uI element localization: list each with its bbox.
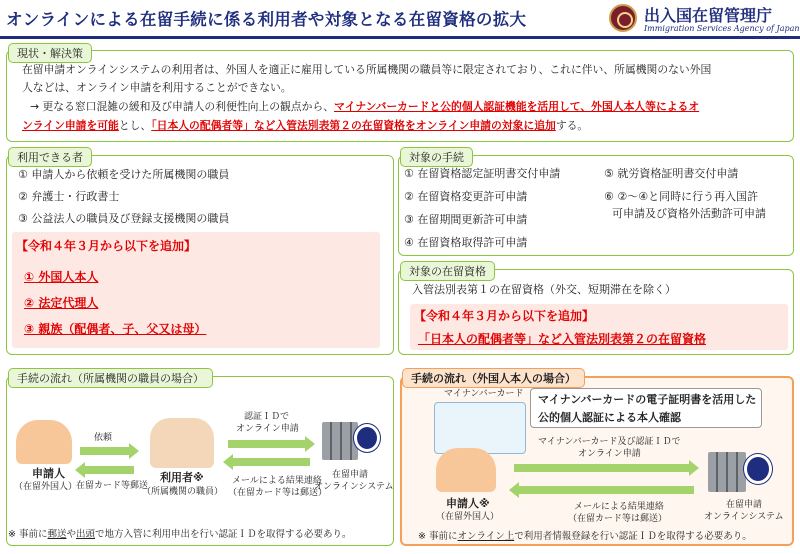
flow-self-auth-2: オンライン申請 <box>578 449 641 459</box>
flow-self-note-online: オンライン上 <box>457 531 515 542</box>
flow-org-mail-1: メールによる結果連絡 <box>232 476 322 486</box>
family-illustration-icon-2 <box>436 448 496 492</box>
status-line-4-highlight: ンライン申請を可能 <box>22 119 119 132</box>
procedure-1: ① 在留資格認定証明書交付申請 <box>404 167 561 180</box>
flow-self-note <box>418 528 752 542</box>
flow-org-user: 利用者※ <box>160 471 204 484</box>
flow-org-note <box>8 526 352 540</box>
flow-org-applicant: 申請人 <box>32 467 65 480</box>
self-mail-result-arrow-icon <box>518 486 694 494</box>
family-illustration-icon <box>16 420 72 464</box>
agency-english-name: Immigration Services Agency of Japan <box>644 24 800 33</box>
status-line-1: 在留申請オンラインシステムの利用者は、外国人を適正に雇用している所属機関の職員等に限定されており、これに伴い、所属機関のない外国 <box>22 63 712 76</box>
status-tab: 現状・解決策 <box>8 43 92 63</box>
status-line-3-highlight: マイナンバーカードと公的個人認証機能を活用して、外国人本人等によるオ <box>334 100 700 113</box>
flow-org-system-2: オンラインシステム <box>314 482 394 492</box>
header-divider <box>0 36 800 39</box>
self-online-apply-arrow-icon <box>514 464 690 472</box>
mascot-icon-2 <box>744 454 772 484</box>
flow-self-callout-1: マイナンバーカードの電子証明書を活用した <box>538 393 757 406</box>
procedure-5: ⑤ 就労資格証明書交付申請 <box>604 167 739 180</box>
users-item-2: ② 弁護士・行政書士 <box>18 190 120 203</box>
users-added-heading: 【令和４年３月から以下を追加】 <box>16 239 197 253</box>
flow-self-system-1: 在留申請 <box>726 500 763 510</box>
mascot-icon <box>354 424 380 452</box>
status-types-tab: 対象の在留資格 <box>400 261 495 281</box>
procedures-tab: 対象の手続 <box>400 147 473 167</box>
card-send-arrow-icon <box>84 466 134 474</box>
status-line-4-mid: とし、 <box>118 119 152 132</box>
users-item-3: ③ 公益法人の職員及び登録支援機関の職員 <box>18 212 230 225</box>
flow-org-note-lead: ※ 事前に <box>8 529 48 540</box>
server-icon-2 <box>708 452 746 492</box>
flow-org-tab: 手続の流れ（所属機関の職員の場合） <box>8 368 213 388</box>
status-line-4-end: する。 <box>555 119 589 132</box>
flow-org-applicant-sub: （在留外国人） <box>14 482 78 492</box>
flow-self-system-2: オンラインシステム <box>704 512 784 522</box>
flow-self-note-lead: ※ 事前に <box>418 531 458 542</box>
mail-result-arrow-icon <box>232 458 310 466</box>
procedure-6-line-1: ⑥ ②～④と同時に行う再入国許 <box>604 190 759 203</box>
procedure-4: ④ 在留資格取得許可申請 <box>404 236 528 249</box>
status-line-3 <box>30 99 699 114</box>
status-line-3-lead: → 更なる窓口混雑の緩和及び申請人の利便性向上の観点から、 <box>30 100 334 113</box>
flow-org-mail-2: （在留カード等は郵送） <box>228 488 328 498</box>
users-added-3: ③ 親族（配偶者、子、父又は母） <box>24 322 207 336</box>
users-added-2: ② 法定代理人 <box>24 296 99 310</box>
flow-org-card-send: 在留カード等郵送 <box>76 481 149 491</box>
request-arrow-icon <box>80 447 130 455</box>
flow-self-tab: 手続の流れ（外国人本人の場合） <box>402 368 585 388</box>
procedure-3: ③ 在留期間更新許可申請 <box>404 213 528 226</box>
flow-self-callout-2: 公的個人認証による本人確認 <box>538 411 681 424</box>
procedure-2: ② 在留資格変更許可申請 <box>404 190 528 203</box>
flow-org-note-mid: や <box>66 529 77 540</box>
flow-self-applicant: 申請人※ <box>446 497 490 510</box>
flow-org-system-1: 在留申請 <box>332 470 369 480</box>
flow-org-request: 依頼 <box>94 433 113 443</box>
flow-org-note-visit: 出頭 <box>76 529 96 540</box>
online-apply-arrow-icon <box>228 440 306 448</box>
status-line-2: 人などは、オンライン申請を利用することができない。 <box>22 81 292 94</box>
flow-org-note-mail: 郵送 <box>47 529 67 540</box>
flow-self-mail-2: （在留カード等は郵送） <box>568 514 668 524</box>
procedure-6-line-2: 可申請及び資格外活動許可申請 <box>612 207 766 220</box>
users-tab: 利用できる者 <box>8 147 92 167</box>
flow-org-auth-1: 認証ＩＤで <box>244 412 290 422</box>
users-added-1: ① 外国人本人 <box>24 270 99 284</box>
status-types-line-1: 入管法別表第１の在留資格（外交、短期滞在を除く） <box>412 283 676 296</box>
status-line-4-highlight-2: 「日本人の配偶者等」など入管法別表第２の在留資格をオンライン申請の対象に追加 <box>151 119 556 132</box>
mynumber-card-icon <box>434 402 526 454</box>
server-icon <box>322 422 358 460</box>
agency-name: 出入国在留管理庁 <box>644 6 773 25</box>
office-worker-illustration-icon <box>150 418 214 468</box>
flow-org-auth-2: オンライン申請 <box>236 424 299 434</box>
flow-self-mail-1: メールによる結果連絡 <box>574 502 664 512</box>
page-title: オンラインによる在留手続に係る利用者や対象となる在留資格の拡大 <box>6 10 527 29</box>
flow-self-applicant-sub: （在留外国人） <box>436 512 500 522</box>
flow-self-note-end: で利用者情報登録を行い認証ＩＤを取得する必要あり。 <box>514 531 752 542</box>
status-types-added: 「日本人の配偶者等」など入管法別表第２の在留資格 <box>418 332 707 346</box>
status-line-4 <box>22 118 588 133</box>
users-item-1: ① 申請人から依頼を受けた所属機関の職員 <box>18 168 230 181</box>
flow-self-card-label: マイナンバーカード <box>444 389 524 399</box>
flow-org-user-sub: （所属機関の職員） <box>142 487 224 497</box>
agency-emblem-icon <box>609 4 637 32</box>
status-types-added-heading: 【令和４年３月から以下を追加】 <box>414 309 595 323</box>
flow-self-auth-1: マイナンバーカード及び認証ＩＤで <box>538 437 681 447</box>
flow-org-note-end: で地方入管に利用申出を行い認証ＩＤを取得する必要あり。 <box>95 529 352 540</box>
